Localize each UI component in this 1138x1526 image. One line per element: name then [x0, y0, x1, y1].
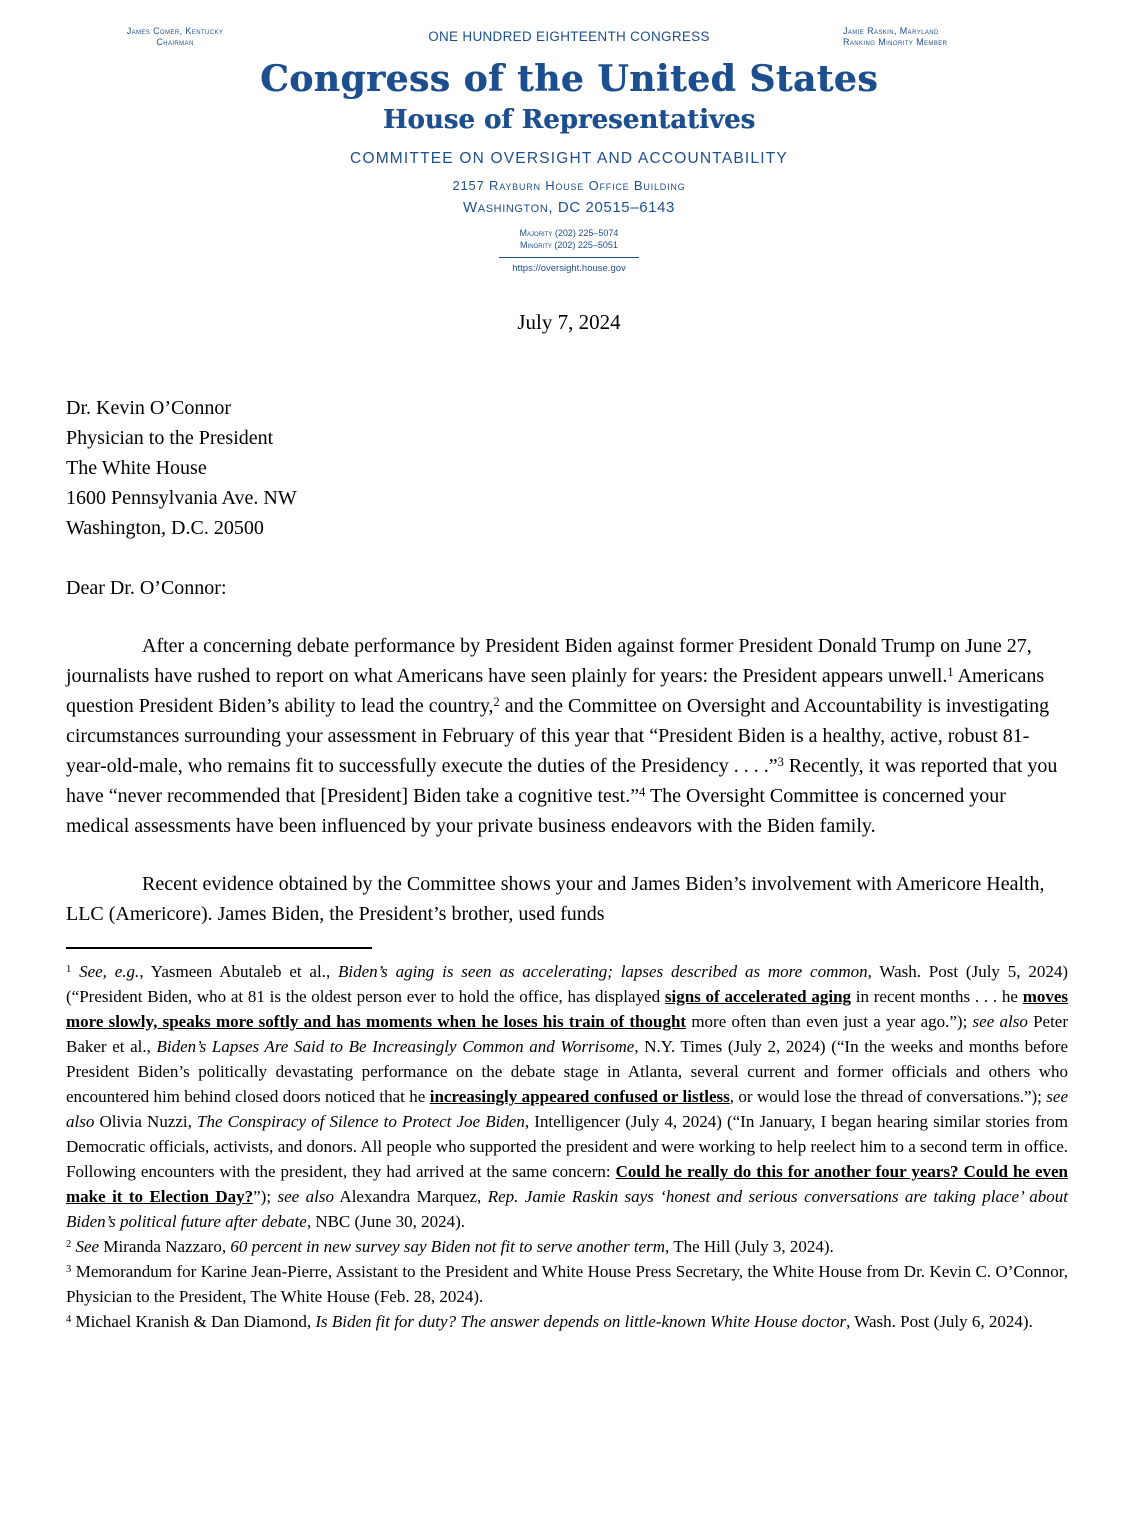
congress-session-line: ONE HUNDRED EIGHTEENTH CONGRESS — [428, 29, 710, 44]
recipient-address — [66, 393, 1138, 543]
letterhead-divider — [499, 257, 639, 258]
letterhead-subtitle: House of Representatives — [382, 105, 756, 135]
recipient-city: Washington, D.C. 20500 — [66, 517, 264, 539]
recipient-street: 1600 Pennsylvania Ave. NW — [66, 487, 297, 509]
minority-phone: Minority (202) 225–5051 — [520, 240, 618, 250]
chairman-block — [55, 26, 295, 48]
salutation: Dear Dr. O’Connor: — [66, 577, 227, 599]
letterhead — [0, 26, 1138, 274]
chairman-title: Chairman — [156, 37, 194, 47]
majority-phone: Majority (202) 225–5074 — [519, 228, 619, 238]
letterhead-top-row — [0, 26, 1138, 48]
website-url: https://oversight.house.gov — [512, 263, 626, 274]
footnote-separator — [66, 947, 372, 949]
office-address: 2157 Rayburn House Office Building — [452, 178, 686, 193]
paragraph-2: Recent evidence obtained by the Committee shows your and James Biden’s involvement with Americore Health, LLC (Americore). James Biden, the President’s brother, used funds — [66, 873, 1045, 925]
footnote-4: $^4$ Michael Kranish & Dan Diamond, Is Biden fit for duty? The answer depends on little-known White House doctor, Wash. Post (July 6, 2024). — [66, 1312, 1033, 1331]
phone-block — [0, 227, 1138, 251]
chairman-name: James Comer, Kentucky — [126, 26, 224, 36]
city-state-zip: Washington, DC 20515–6143 — [463, 199, 675, 216]
recipient-name: Dr. Kevin O’Connor — [66, 397, 231, 419]
footnote-3: $^3$ Memorandum for Karine Jean-Pierre, Assistant to the President and White House Press Secretary, the White House from Dr. Kevin C. O’Connor, Physician to the President, The White House (Feb. 28, 2024). — [66, 1262, 1068, 1306]
ranking-member-title: Ranking Minority Member — [843, 37, 948, 47]
letterhead-title: Congress of the United States — [260, 58, 878, 100]
footnote-1: $^1$ See, e.g., Yasmeen Abutaleb et al., Biden’s aging is seen as accelerating; lapses described as more common, Wash. Post (July 5, 2024) (“President Biden, who at 81 is the oldest person ever to hold the office, has displayed signs of accelerated aging in recent months . . . he moves more slowly, speaks more softly and has moments when he loses his train of thought more often than even just a year ago.”); see also Peter Baker et al., Biden’s Lapses Are Said to Be Increasingly Common and Worrisome, N.Y. Times (July 2, 2024) (“In the weeks and months before President Biden’s politically devastating performance on the debate stage in Atlanta, several current and former officials and others who encountered him behind closed doors noticed that he increasingly appeared confused or listless, or would lose the thread of conversations.”); see also Olivia Nuzzi, The Conspiracy of Silence to Protect Joe Biden, Intelligencer (July 4, 2024) (“In January, I began hearing similar stories from Democratic officials, activists, and donors. All people who supported the president and were working to help reelect him to a second term in office. Following encounters with the president, they had arrived at the same concern: Could he really do this for another four years? Could he even make it to Election Day?”); see also Alexandra Marquez, Rep. Jamie Raskin says ‘honest and serious conversations are taking place’ about Biden’s political future after debate, NBC (June 30, 2024). — [66, 962, 1069, 1231]
ranking-member-name: Jamie Raskin, Maryland — [843, 26, 939, 36]
recipient-title: Physician to the President — [66, 427, 274, 449]
letter-date: July 7, 2024 — [517, 310, 621, 334]
paragraph-1: After a concerning debate performance by President Biden against former President Donald Trump on June 27, journalists have rushed to report on what Americans have seen plainly for years: the President appears unwell.$^1$ Americans question President Biden’s ability to lead the country,$^2$ and the Committee on Oversight and Accountability is investigating circumstances surrounding your assessment in February of this year that “President Biden is a healthy, active, robust 81-year-old-male, who remains fit to successfully execute the duties of the Presidency . . . .”$^3$ Recently, it was reported that you have “never recommended that [President] Biden take a cognitive test.”$^4$ The Oversight Committee is concerned your medical assessments have been influenced by your private business endeavors with the Biden family. — [66, 635, 1058, 837]
ranking-member-block — [843, 26, 1083, 48]
footnote-2: $^2$ See Miranda Nazzaro, 60 percent in new survey say Biden not fit to serve another term, The Hill (July 3, 2024). — [66, 1237, 834, 1256]
committee-name: COMMITTEE ON OVERSIGHT AND ACCOUNTABILITY — [350, 150, 788, 167]
recipient-org: The White House — [66, 457, 207, 479]
